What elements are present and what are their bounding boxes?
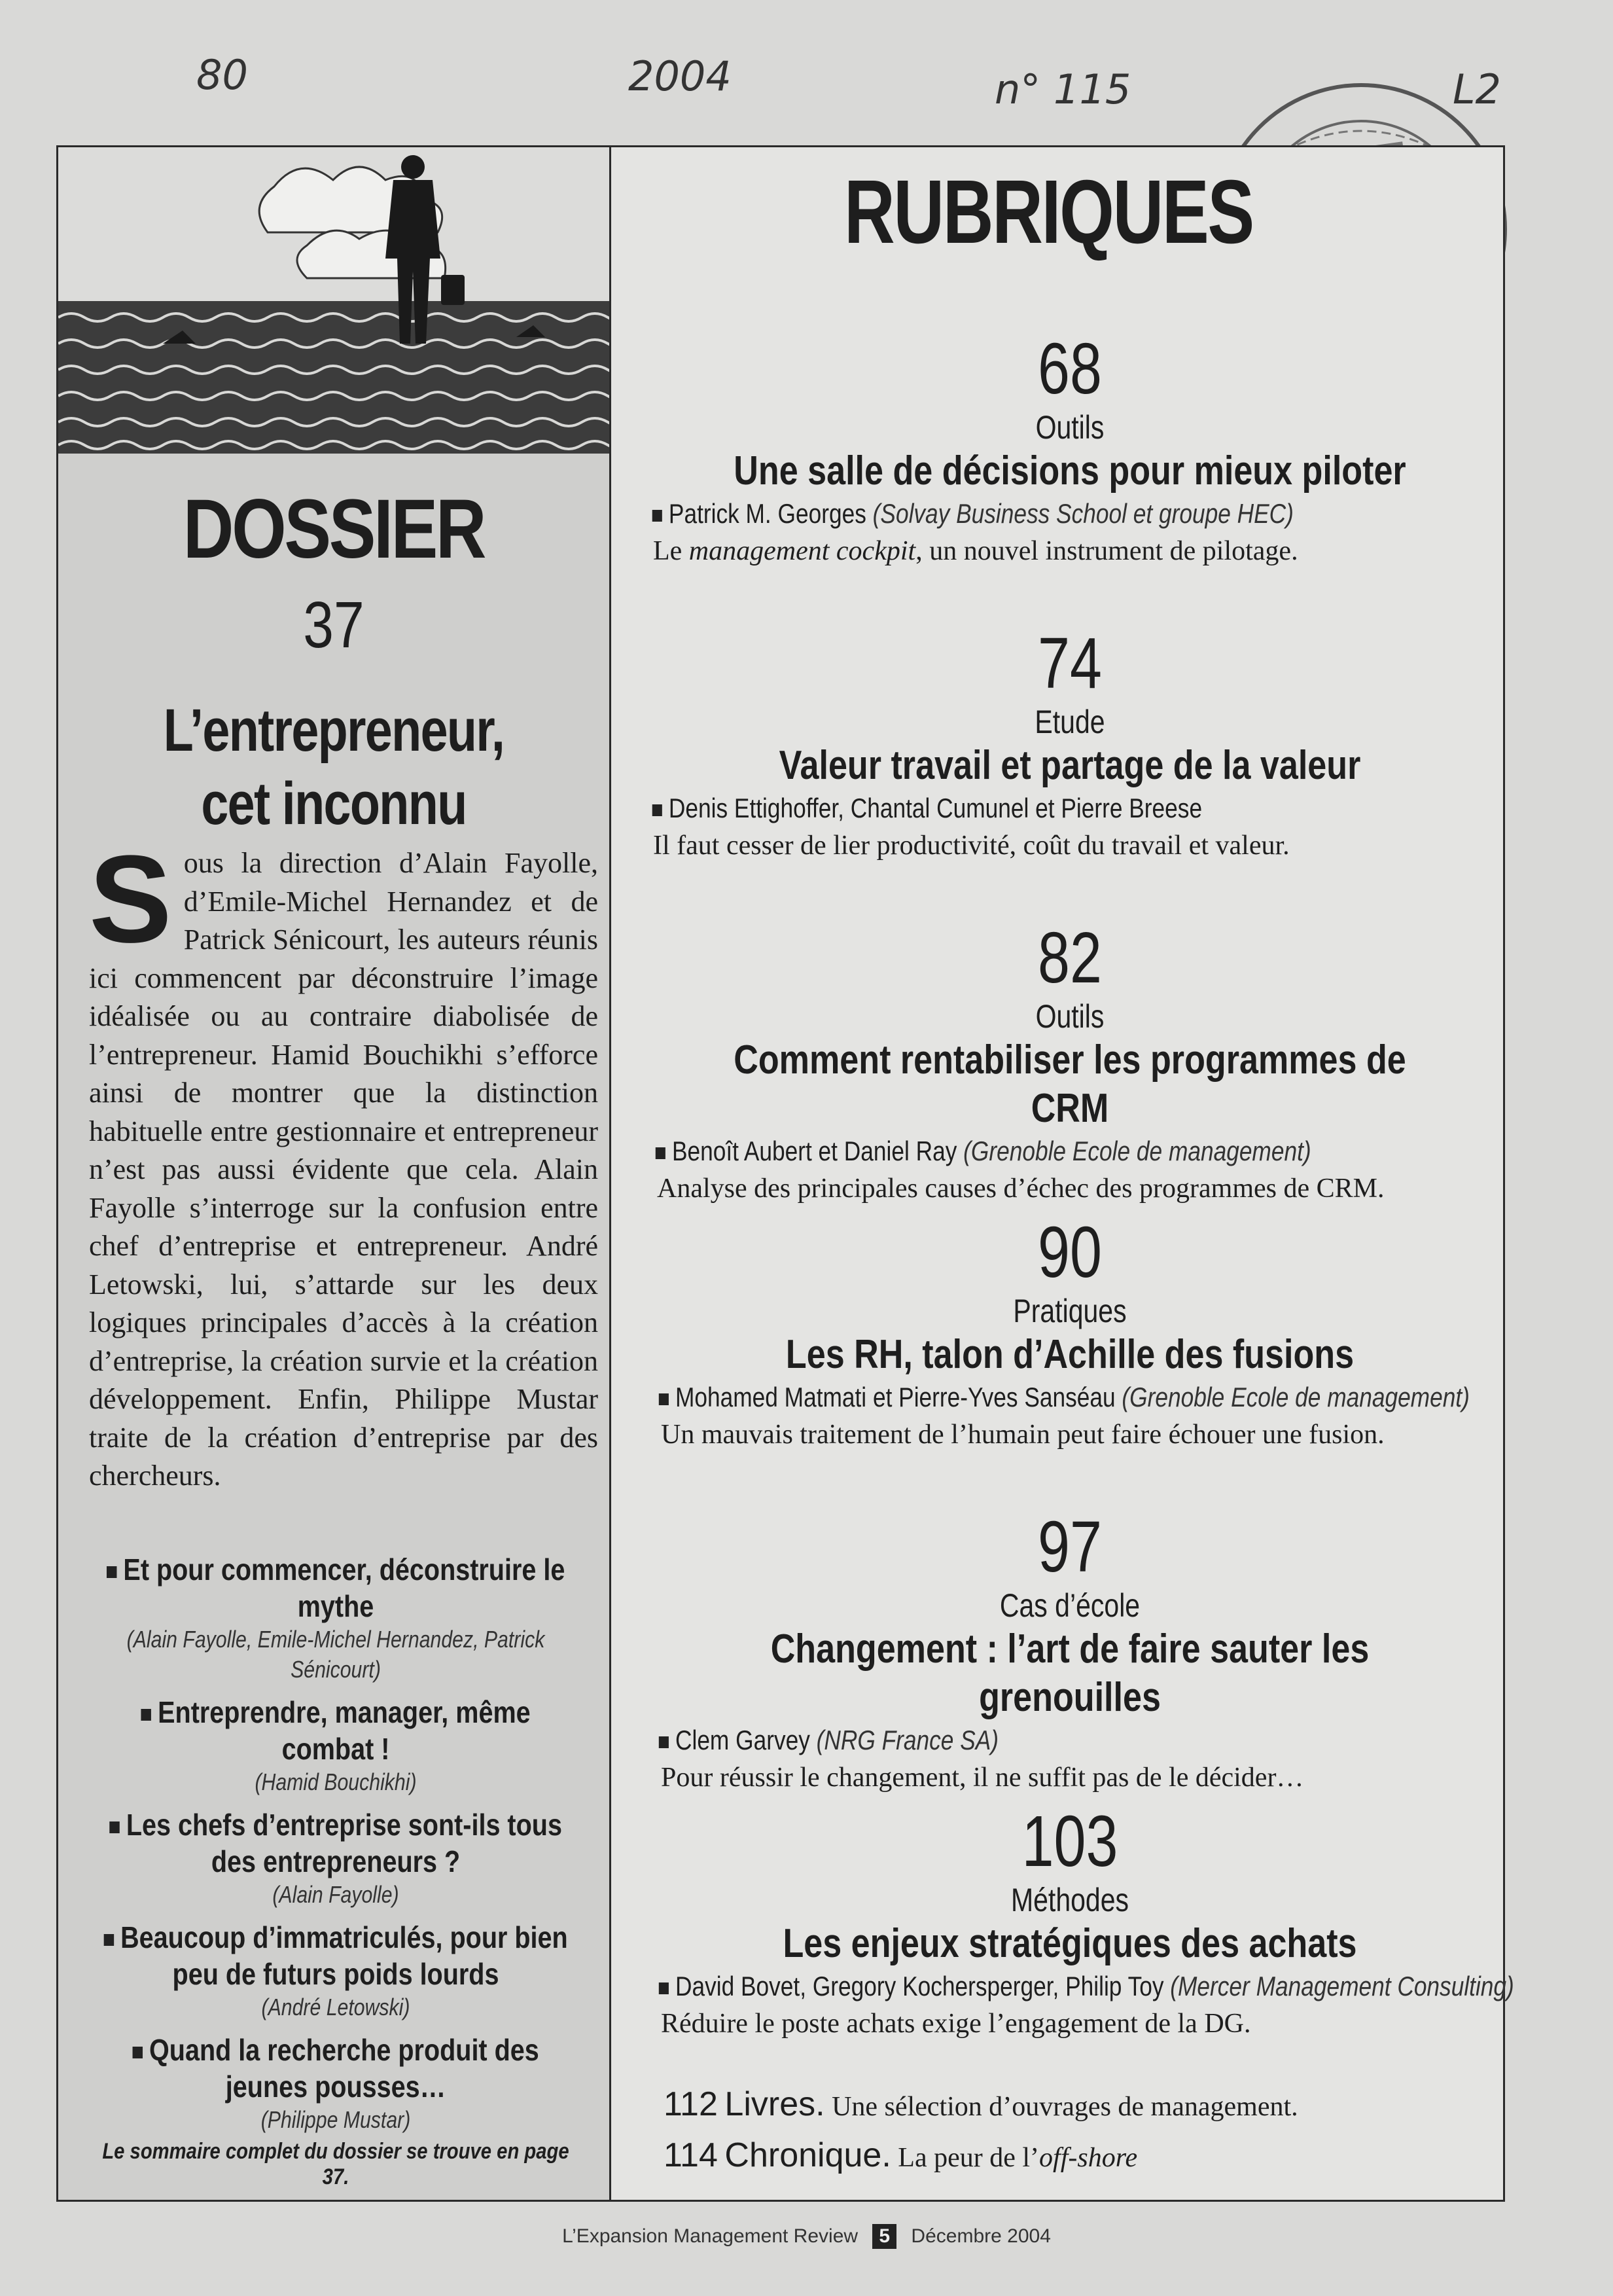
- dossier-subtitle-line1: L’entrepreneur,: [163, 697, 505, 764]
- rubrique-extra-chronique[interactable]: [664, 2136, 1137, 2175]
- dossier-article-list: [63, 1551, 609, 2144]
- rubrique-category: Outils: [1035, 409, 1105, 446]
- dossier-article[interactable]: [63, 2032, 609, 2135]
- footer-magazine: L’Expansion Management Review: [562, 2225, 859, 2247]
- dossier-intro-dropcap: S: [89, 830, 172, 969]
- handwritten-year: 2004: [628, 52, 732, 100]
- extra-description: Une sélection d’ouvrages de management.: [832, 2092, 1298, 2122]
- bullet-square-icon: [659, 1982, 669, 1994]
- rubrique-item[interactable]: [648, 1214, 1492, 1454]
- rubrique-title: Une salle de décisions pour mieux piloter: [734, 448, 1406, 493]
- dossier-article[interactable]: [63, 1551, 609, 1685]
- dossier-intro-text: ous la direction d’Alain Fayolle, d’Emile-Michel Hernandez et de Patrick Sénicourt, les auteurs réunis ici commencent par déconstruire l’image idéalisée ou au contraire diabolisée de l’entrepreneur. Hamid Bouchikhi s’efforce ainsi de montrer que la distinction habituelle entre gestionnaire et entrepreneur n’est pas aussi évidente que cela. Alain Fayolle s’interroge sur la confusion entre chef d’entreprise et entrepreneur. André Letowski, lui, s’attarde sur les deux logiques principales d’accès à la création d’entreprise, la création survie et la création développement. Enfin, Philippe Mustar traite de la création d’entreprise par des chercheurs.: [89, 847, 598, 1492]
- rubrique-description: Réduire le poste achats exige l’engagement de la DG.: [661, 2009, 1251, 2039]
- rubrique-description: Il faut cesser de lier productivité, coût du travail et valeur.: [653, 831, 1290, 861]
- dossier-article-title: Quand la recherche produit des jeunes pousses…: [149, 2033, 539, 2104]
- rubrique-author: Patrick M. Georges: [668, 498, 866, 529]
- rubrique-affiliation: (Solvay Business School et groupe HEC): [872, 498, 1294, 529]
- footer-page-number: 5: [872, 2224, 896, 2249]
- page-footer: [0, 2224, 1613, 2249]
- extra-page-number: 112: [664, 2085, 718, 2123]
- dossier-article-author: (Philippe Mustar): [260, 2106, 411, 2133]
- dossier-heading: DOSSIER: [183, 482, 485, 576]
- bullet-square-icon: [659, 1393, 669, 1405]
- extra-label: Chronique.: [724, 2136, 891, 2174]
- rubrique-affiliation: (Mercer Management Consulting): [1170, 1971, 1514, 2001]
- rubrique-item[interactable]: [648, 625, 1492, 865]
- dossier-intro: [89, 830, 598, 1496]
- dossier-article[interactable]: [63, 1694, 609, 1797]
- dossier-article-author: (André Letowski): [261, 1994, 410, 2020]
- rubrique-author: Clem Garvey: [675, 1725, 810, 1755]
- rubrique-extra-livres[interactable]: [664, 2085, 1298, 2124]
- rubriques-heading: RUBRIQUES: [844, 162, 1253, 262]
- rubrique-category: Etude: [1035, 704, 1105, 740]
- rubrique-description: Le management cockpit, un nouvel instrument de pilotage.: [653, 536, 1298, 566]
- rubrique-page-number: 82: [1038, 918, 1102, 998]
- dossier-article-title: Et pour commencer, déconstruire le mythe: [123, 1552, 565, 1623]
- rubrique-title: Les enjeux stratégiques des achats: [783, 1921, 1357, 1966]
- handwritten-code: L2: [1453, 65, 1501, 113]
- rubrique-affiliation: (Grenoble Ecole de management): [1122, 1382, 1470, 1412]
- rubrique-author: Mohamed Matmati et Pierre-Yves Sanséau: [675, 1382, 1116, 1412]
- handwritten-page-mark: 80: [196, 51, 248, 99]
- dossier-subtitle: [108, 694, 559, 840]
- bullet-square-icon: [141, 1709, 151, 1721]
- rubrique-page-number: 74: [1038, 623, 1102, 704]
- rubrique-author: Benoît Aubert et Daniel Ray: [671, 1136, 957, 1166]
- bullet-square-icon: [652, 804, 662, 816]
- dossier-article[interactable]: [63, 1919, 609, 2022]
- rubrique-description: Un mauvais traitement de l’humain peut faire échouer une fusion.: [661, 1420, 1385, 1450]
- rubrique-description: Analyse des principales causes d’échec des programmes de CRM.: [657, 1174, 1385, 1204]
- extra-page-number: 114: [664, 2136, 718, 2174]
- rubrique-title: Les RH, talon d’Achille des fusions: [785, 1332, 1355, 1377]
- bullet-square-icon: [109, 1821, 119, 1833]
- rubrique-item[interactable]: [648, 920, 1492, 1208]
- rubrique-title: Comment rentabiliser les programmes de CRM: [734, 1037, 1406, 1131]
- rubrique-author: Denis Ettighoffer, Chantal Cumunel et Pierre Breese: [668, 793, 1203, 823]
- rubrique-page-number: 97: [1038, 1507, 1102, 1587]
- bullet-square-icon: [659, 1736, 669, 1748]
- rubrique-affiliation: (NRG France SA): [816, 1725, 999, 1755]
- rubrique-page-number: 90: [1038, 1212, 1102, 1293]
- footer-date: Décembre 2004: [911, 2225, 1051, 2247]
- rubrique-affiliation: (Grenoble Ecole de management): [963, 1136, 1311, 1166]
- dossier-article-title: Beaucoup d’immatriculés, pour bien peu de futurs poids lourds: [120, 1920, 568, 1991]
- handwritten-issue: n° 115: [995, 65, 1131, 113]
- dossier-page-number: 37: [303, 588, 364, 662]
- illustration-businessman-at-sea: [58, 147, 609, 454]
- bullet-square-icon: [132, 2047, 142, 2058]
- extra-description-em: off-shore: [1039, 2143, 1138, 2173]
- bullet-square-icon: [107, 1566, 116, 1578]
- extra-label: Livres.: [724, 2085, 825, 2123]
- rubrique-category: Outils: [1035, 998, 1105, 1035]
- rubrique-page-number: 68: [1038, 329, 1102, 409]
- rubrique-item[interactable]: [648, 331, 1492, 570]
- rubrique-category: Pratiques: [1013, 1293, 1127, 1329]
- rubrique-item[interactable]: [648, 1801, 1514, 2043]
- dossier-article-title: Entreprendre, manager, même combat !: [158, 1695, 531, 1766]
- dossier-article-author: (Alain Fayolle, Emile-Michel Hernandez, Patrick Sénicourt): [126, 1626, 545, 1683]
- bullet-square-icon: [656, 1147, 665, 1159]
- dossier-article-author: (Hamid Bouchikhi): [255, 1768, 417, 1795]
- extra-description: La peur de l’: [898, 2143, 1040, 2173]
- rubrique-description: Pour réussir le changement, il ne suffit pas de le décider…: [661, 1763, 1304, 1793]
- dossier-summary-note: Le sommaire complet du dossier se trouve en page 37.: [102, 2139, 569, 2189]
- bullet-square-icon: [103, 1934, 113, 1946]
- dossier-article[interactable]: [63, 1806, 609, 1910]
- rubrique-category: Cas d’école: [999, 1587, 1141, 1624]
- dossier-article-title: Les chefs d’entreprise sont-ils tous des entrepreneurs ?: [126, 1808, 562, 1878]
- rubrique-author: David Bovet, Gregory Kochersperger, Philip Toy: [675, 1971, 1164, 2001]
- rubrique-item[interactable]: [648, 1509, 1492, 1797]
- bullet-square-icon: [652, 510, 662, 522]
- rubrique-title: Valeur travail et partage de la valeur: [779, 743, 1361, 788]
- rubrique-title: Changement : l’art de faire sauter les grenouilles: [770, 1626, 1370, 1720]
- rubrique-page-number: 103: [1021, 1801, 1118, 1882]
- dossier-subtitle-line2: cet inconnu: [201, 770, 467, 837]
- rubrique-category: Méthodes: [1010, 1882, 1129, 1918]
- dossier-article-author: (Alain Fayolle): [272, 1881, 399, 1908]
